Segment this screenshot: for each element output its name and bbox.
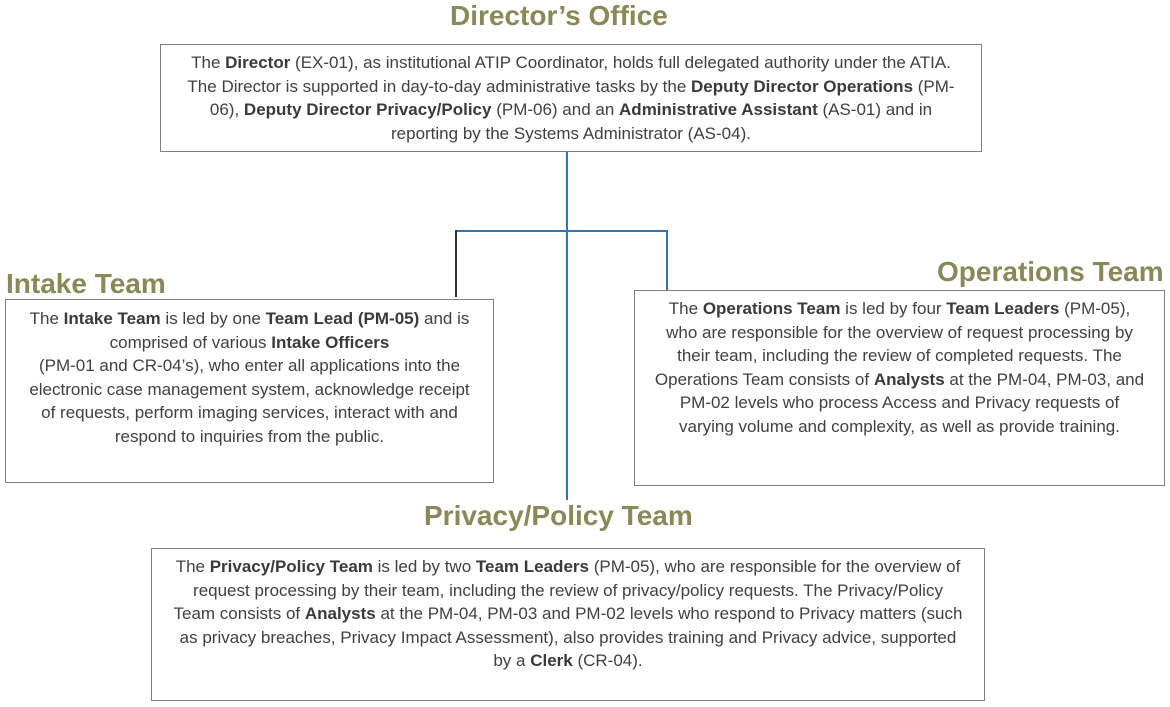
text-segment: at the PM-04, PM-03 and PM-02 levels who respond to Privacy matters (such xyxy=(375,604,963,624)
connector-horizontal xyxy=(455,230,668,232)
text-line xyxy=(6,307,493,331)
bold-term: Team Leaders xyxy=(475,557,589,576)
text-line xyxy=(635,297,1164,321)
bold-term: Administrative Assistant xyxy=(619,100,818,120)
bold-term: Analysts xyxy=(873,369,945,389)
operations-team-box xyxy=(634,290,1165,486)
connector-intake-drop xyxy=(455,230,457,297)
text-line xyxy=(6,331,493,355)
bold-term: Intake Team xyxy=(63,309,161,328)
text-segment: respond to inquiries from the public. xyxy=(114,426,385,446)
text-line xyxy=(6,401,493,425)
text-line xyxy=(635,368,1164,392)
bold-term: Deputy Director Operations xyxy=(691,76,914,96)
text-segment: varying volume and complexity, as well as provide training. xyxy=(679,416,1120,436)
bold-term: Operations Team xyxy=(702,299,841,318)
text-segment: Operations Team consists of xyxy=(654,369,874,389)
text-line xyxy=(152,649,984,673)
text-line xyxy=(635,391,1164,415)
text-segment: PM-02 levels who process Access and Privacy requests of xyxy=(679,393,1120,413)
text-segment: as privacy breaches, Privacy Impact Assessment), also provides training and Privacy advice, supported xyxy=(179,627,957,647)
text-segment: is led by two xyxy=(372,557,476,576)
text-segment: reporting by the Systems Administrator (AS-04). xyxy=(391,123,751,143)
text-line xyxy=(152,626,984,650)
text-segment: is led by one xyxy=(160,309,266,328)
bold-term: Team Leaders xyxy=(946,299,1060,318)
bold-term: Clerk xyxy=(530,651,573,671)
text-segment: The xyxy=(668,299,703,318)
text-segment: request processing by their team, including the review of privacy/policy requests. The Privacy/Policy xyxy=(193,580,943,600)
text-segment: (PM-05), who are responsible for the overview of xyxy=(588,557,961,576)
text-line xyxy=(161,122,981,146)
text-line xyxy=(635,344,1164,368)
text-segment: comprised of various xyxy=(109,332,272,352)
text-segment: Team consists of xyxy=(173,604,305,624)
text-segment: at the PM-04, PM-03, and xyxy=(944,369,1145,389)
text-segment: (CR-04). xyxy=(572,651,643,671)
intake-team-box xyxy=(5,299,494,483)
text-segment: 06), xyxy=(209,100,244,120)
text-line xyxy=(6,354,493,378)
text-segment: (PM- xyxy=(913,76,955,96)
text-line xyxy=(161,75,981,99)
text-line xyxy=(152,555,984,579)
text-segment: and is xyxy=(419,309,470,328)
bold-term: Deputy Director Privacy/Policy xyxy=(243,100,492,120)
text-line xyxy=(161,98,981,122)
text-segment: (PM-05), xyxy=(1059,299,1131,318)
bold-term: Director xyxy=(225,53,291,72)
connector-vertical-main xyxy=(566,151,568,500)
text-line xyxy=(635,321,1164,345)
text-segment: (AS-01) and in xyxy=(817,100,933,120)
intake-team-title: Intake Team xyxy=(6,268,166,299)
text-line xyxy=(152,579,984,603)
text-line xyxy=(6,425,493,449)
text-segment: The xyxy=(191,53,226,72)
text-segment: The xyxy=(29,309,64,328)
bold-term: Intake Officers xyxy=(271,332,390,352)
text-line xyxy=(6,378,493,402)
text-segment: (PM-01 and CR-04’s), who enter all applications into the xyxy=(38,356,461,376)
text-segment: The Director is supported in day-to-day administrative tasks by the xyxy=(187,76,692,96)
text-segment: (PM-06) and an xyxy=(491,100,620,120)
privacy-policy-team-title: Privacy/Policy Team xyxy=(424,500,693,531)
bold-term: Privacy/Policy Team xyxy=(209,557,373,576)
text-segment: who are responsible for the overview of request processing by xyxy=(666,322,1133,342)
text-segment: electronic case management system, acknowledge receipt xyxy=(29,379,470,399)
directors-office-box xyxy=(160,44,982,152)
text-line xyxy=(152,602,984,626)
text-segment: The xyxy=(175,557,210,576)
directors-office-title: Director’s Office xyxy=(450,0,668,31)
bold-term: Team Lead (PM-05) xyxy=(265,309,420,328)
text-segment: their team, including the review of completed requests. The xyxy=(677,346,1122,366)
operations-team-title: Operations Team xyxy=(937,256,1164,287)
connector-operations-drop xyxy=(666,230,668,291)
text-segment: of requests, perform imaging services, interact with and xyxy=(41,403,458,423)
bold-term: Analysts xyxy=(304,604,376,624)
text-segment: by a xyxy=(493,651,531,671)
text-segment: (EX-01), as institutional ATIP Coordinator, holds full delegated authority under the ATIA. xyxy=(290,53,951,72)
text-line xyxy=(635,415,1164,439)
privacy-policy-team-box xyxy=(151,548,985,701)
text-segment: is led by four xyxy=(840,299,947,318)
text-line xyxy=(161,51,981,75)
